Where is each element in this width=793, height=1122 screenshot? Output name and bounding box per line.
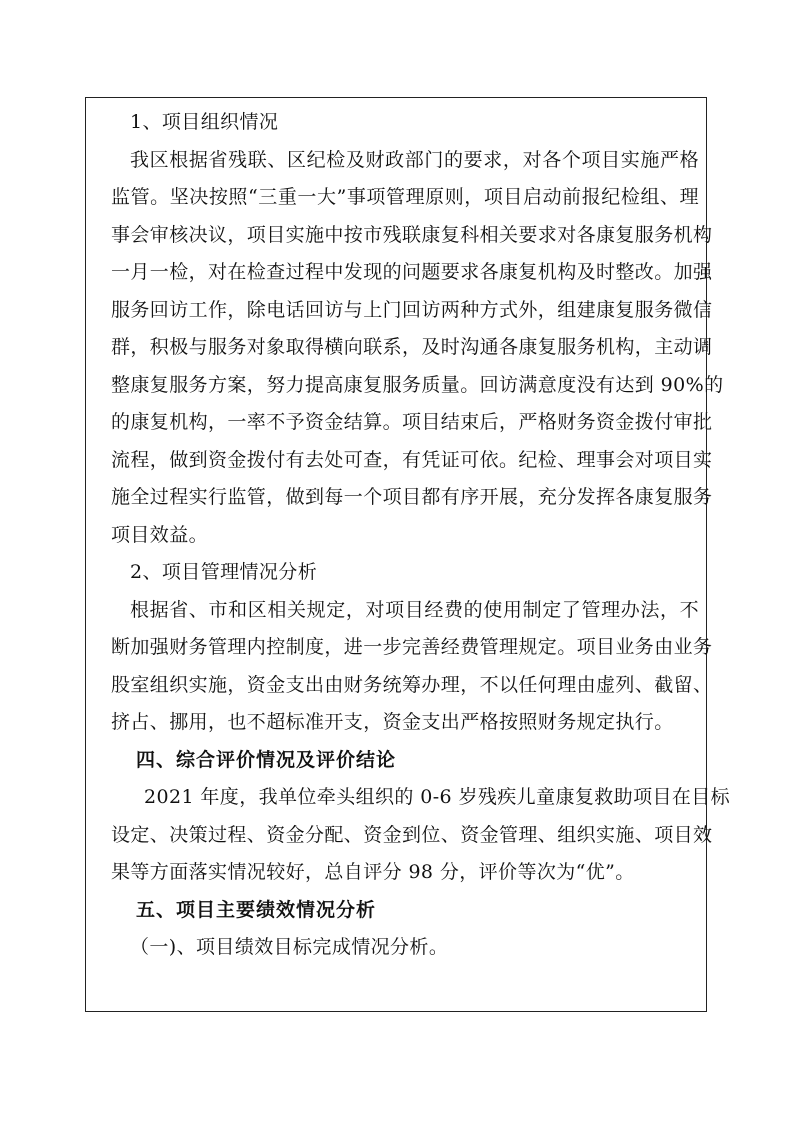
section-2-title: 2、项目管理情况分析	[130, 561, 318, 583]
section-5-heading: 五、项目主要绩效情况分析	[136, 898, 377, 921]
paragraph-line: 的康复机构，一率不予资金结算。项目结束后，严格财务资金拨付审批	[111, 411, 713, 433]
paragraph-line: 服务回访工作，除电话回访与上门回访两种方式外，组建康复服务微信	[111, 298, 713, 321]
paragraph-line: 项目效益。	[111, 523, 209, 546]
section-2-body	[111, 592, 713, 742]
document-body	[111, 104, 731, 967]
paragraph-line: 流程，做到资金拨付有去处可查，有凭证可依。纪检、理事会对项目实	[111, 448, 713, 471]
paragraph-line: 监管。坚决按照“三重一大”事项管理原则，项目启动前报纪检组、理	[111, 186, 699, 208]
paragraph-line: 一月一检，对在检查过程中发现的问题要求各康复机构及时整改。加强	[111, 261, 713, 283]
section-5-subheading: （一)、项目绩效目标完成情况分析。	[130, 936, 449, 958]
section-4-body	[111, 779, 731, 892]
section-1-body	[111, 142, 724, 555]
paragraph-line: 群，积极与服务对象取得横向联系，及时沟通各康复服务机构，主动调	[111, 336, 713, 358]
paragraph-line: 挤占、挪用，也不超标准开支，资金支出严格按照财务规定执行。	[111, 711, 674, 733]
paragraph-line: 事会审核决议，项目实施中按市残联康复科相关要求对各康复服务机构	[111, 223, 713, 246]
paragraph-line: 设定、决策过程、资金分配、资金到位、资金管理、组织实施、项目效	[111, 823, 713, 846]
section-1-title: 1、项目组织情况	[130, 111, 279, 133]
section-4-heading: 四、综合评价情况及评价结论	[136, 748, 397, 771]
paragraph-line: 2021 年度，我单位牵头组织的 0-6 岁残疾儿童康复救助项目在目标	[144, 786, 731, 808]
paragraph-line: 整康复服务方案，努力提高康复服务质量。回访满意度没有达到 90%的	[111, 373, 724, 396]
paragraph-line: 我区根据省残联、区纪检及财政部门的要求，对各个项目实施严格	[130, 148, 699, 171]
paragraph-line: 施全过程实行监管，做到每一个项目都有序开展，充分发挥各康复服务	[111, 486, 713, 508]
paragraph-line: 股室组织实施，资金支出由财务统筹办理，不以任何理由虚列、截留、	[111, 673, 713, 696]
paragraph-line: 断加强财务管理内控制度，进一步完善经费管理规定。项目业务由业务	[111, 636, 713, 658]
paragraph-line: 果等方面落实情况较好，总自评分 98 分，评价等次为“优”。	[111, 861, 635, 883]
paragraph-line: 根据省、市和区相关规定，对项目经费的使用制定了管理办法，不	[130, 598, 699, 621]
